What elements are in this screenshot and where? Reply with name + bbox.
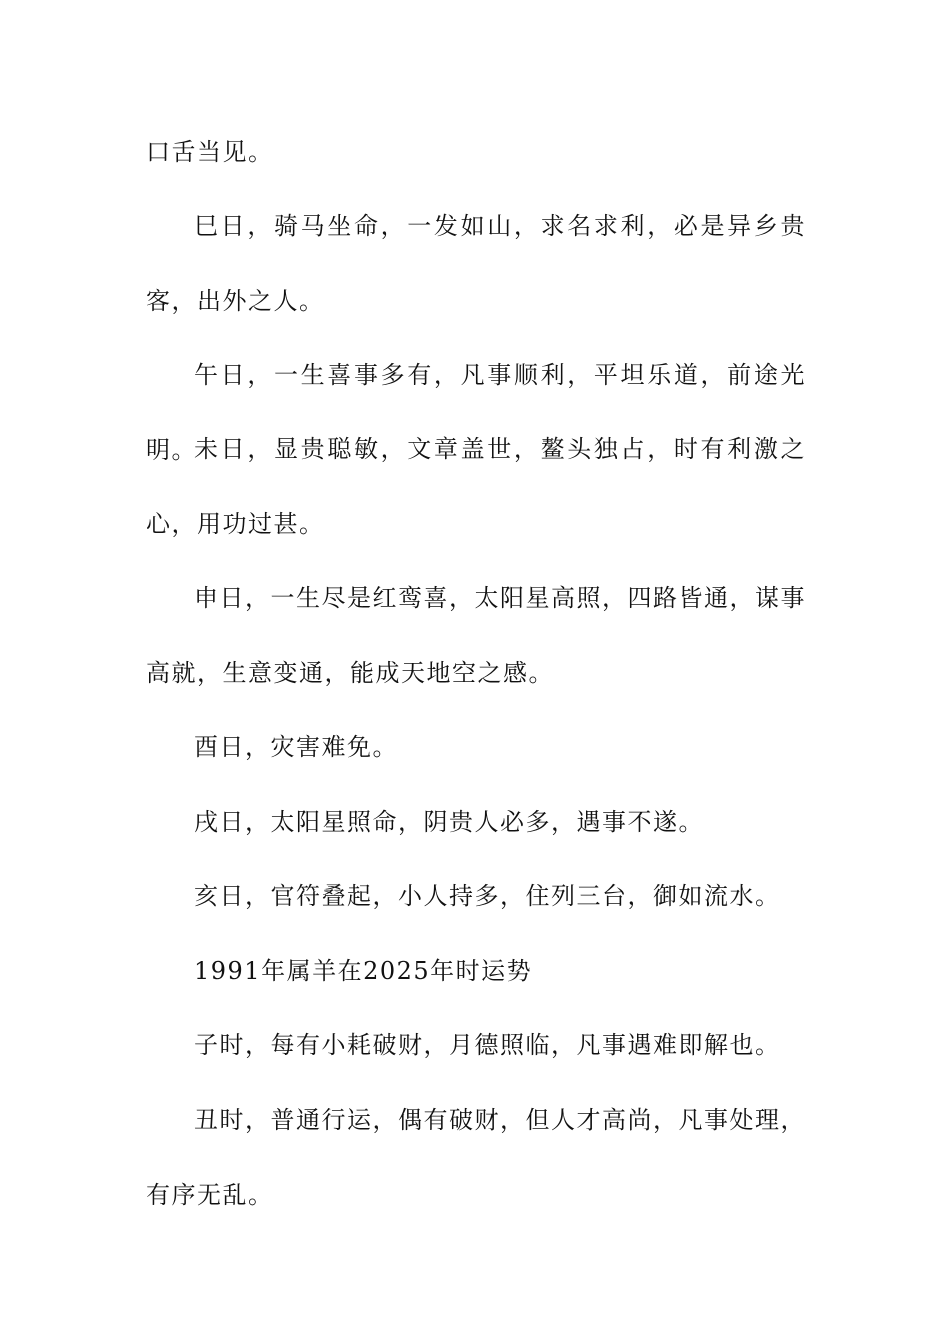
paragraph-xu-day: 戌日，太阳星照命，阴贵人必多，遇事不遂。 <box>194 808 704 836</box>
paragraph-wei-day: 未日，显贵聪敏，文章盖世，鳌头独占，时有利激之心，用功过甚。 <box>146 435 806 538</box>
paragraph-continuation: 口舌当见。 <box>146 138 274 166</box>
paragraph-zi-hour: 子时，每有小耗破财，月德照临，凡事遇难即解也。 <box>194 1031 781 1059</box>
paragraph-chou-hour: 丑时，普通行运，偶有破财，但人才高尚，凡事处理，有序无乱。 <box>146 1106 806 1209</box>
paragraph-shen-day: 申日，一生尽是红鸾喜，太阳星高照，四路皆通，谋事高就，生意变通，能成天地空之感。 <box>146 584 806 687</box>
paragraph-si-day: 巳日，骑马坐命，一发如山，求名求利，必是异乡贵客，出外之人。 <box>146 212 806 315</box>
paragraph-hai-day: 亥日，官符叠起，小人持多，住列三台，御如流水。 <box>194 882 781 910</box>
paragraph-wu-day: 午日，一生喜事多有，凡事顺利，平坦乐道，前途光明。 <box>146 361 806 464</box>
section-heading: 1991年属羊在2025年时运势 <box>194 957 533 985</box>
paragraph-you-day: 酉日，灾害难免。 <box>194 733 398 761</box>
